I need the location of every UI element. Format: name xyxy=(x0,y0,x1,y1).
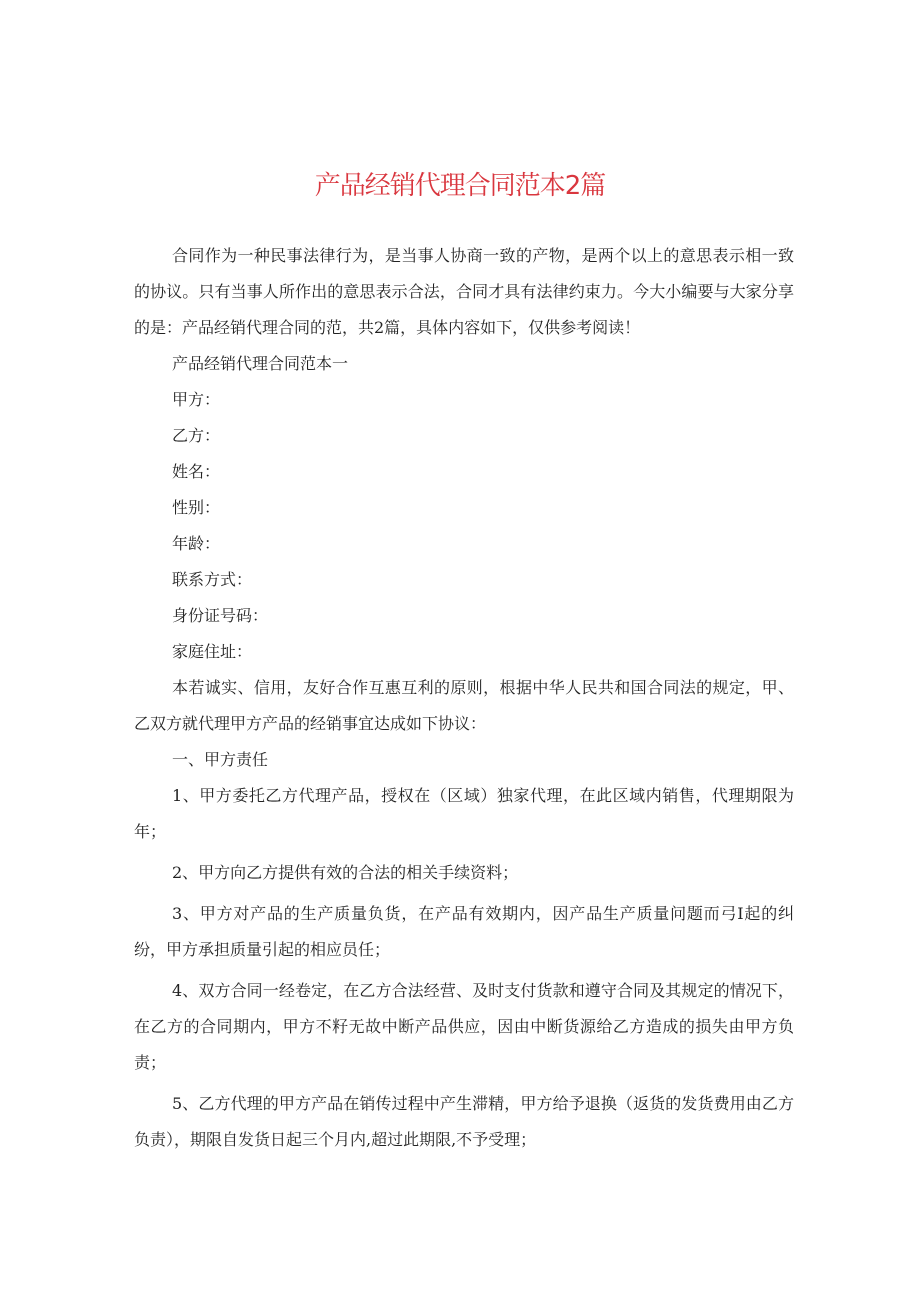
section-heading: 产品经销代理合同范本一 xyxy=(172,354,349,373)
document-body xyxy=(134,238,794,1158)
document-title: 产品经销代理合同范本2篇 xyxy=(314,171,606,201)
field-address: 家庭住址： xyxy=(172,642,253,661)
clause-item: 5、乙方代理的甲方产品在销传过程中产生滞精，甲方给予退换（返货的发货费用由乙方负责），期限自发货日起三个月内,超过此期限,不予受理； xyxy=(134,1094,794,1149)
clause-item: 1、甲方委托乙方代理产品，授权在（区域）独家代理，在此区域内销售，代理期限为年； xyxy=(134,786,794,841)
clause-heading: 一、甲方责任 xyxy=(172,750,269,769)
clause-item: 2、甲方向乙方提供有效的合法的相关手续资料； xyxy=(172,863,519,882)
field-age: 年龄： xyxy=(172,534,221,553)
clause-item: 3、甲方对产品的生产质量负货，在产品有效期内，因产品生产质量问题而弓I起的纠纷，甲方承担质量引起的相应员任； xyxy=(134,904,794,959)
clause-item: 4、双方合同一经卷定，在乙方合法经营、及时支付货款和遵守合同及其规定的情况下，在乙方的合同期内，甲方不籽无故中断产品供应，因由中断货源给乙方造成的损失由甲方负责； xyxy=(134,981,794,1072)
field-id-number: 身份证号码： xyxy=(172,606,269,625)
field-name: 姓名： xyxy=(172,462,221,481)
field-gender: 性别： xyxy=(172,498,221,517)
field-party-b: 乙方： xyxy=(172,426,221,445)
field-contact: 联系方式： xyxy=(172,570,253,589)
field-party-a: 甲方： xyxy=(172,390,221,409)
intro-paragraph: 合同作为一种民事法律行为，是当事人协商一致的产物，是两个以上的意思表示相一致的协议。只有当事人所作出的意思表示合法，合同才具有法律约束力。今大小编要与大家分享的是：产品经销代理合同的范，共2篇，具体内容如下，仅供参考阅读！ xyxy=(134,246,794,337)
preamble-paragraph: 本若诚实、信用，友好合作互惠互利的原则，根据中华人民共和国合同法的规定，甲、乙双方就代理甲方产品的经销事宜达成如下协议： xyxy=(134,678,794,733)
